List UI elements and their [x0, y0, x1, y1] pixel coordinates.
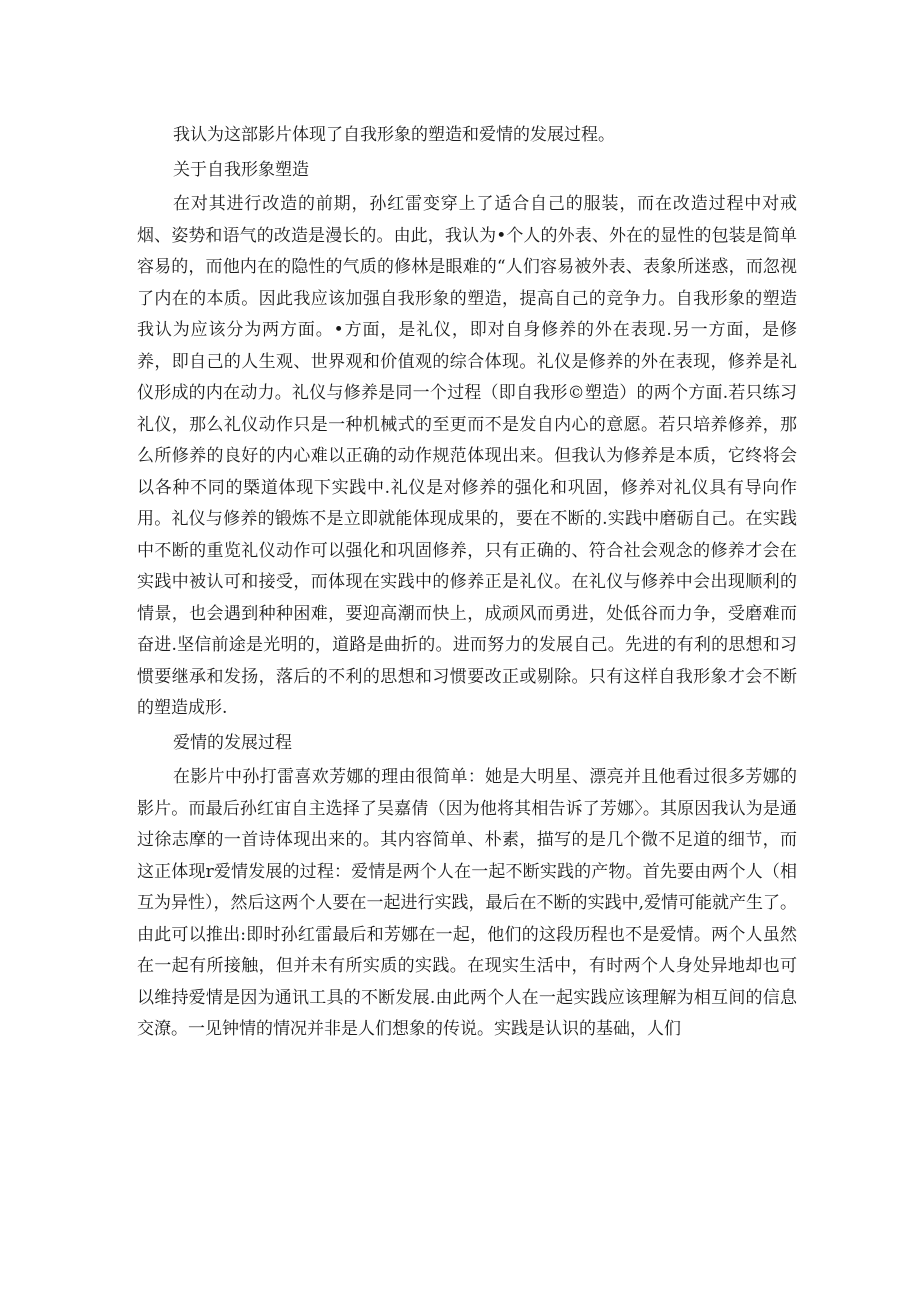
- self-image-paragraph: 在对其进行改造的前期，孙红雷变穿上了适合自己的服装，而在改造过程中对戒烟、姿势和语气的改造是漫长的。由此，我认为•个人的外表、外在的显性的包装是简单容易的，而他内在的隐性的气质的修林是眼难的“人们容易被外表、表象所迷惑，而忽视了内在的本质。因此我应该加强自我形象的塑造，提高自己的竞争力。自我形象的塑造我认为应该分为两方面。•方面，是礼仪，即对自身修养的外在表现.另一方面，是修养，即自己的人生观、世界观和价值观的综合体现。礼仪是修养的外在表现，修养是礼仪形成的内在动力。礼仪与修养是同一个过程（即自我形©塑造）的两个方面.若只练习礼仪，那么礼仪动作只是一种机械式的至更而不是发自内心的意愿。若只培养修养，那么所修养的良好的内心难以正确的动作规范体现出来。但我认为修养是本质，它终将会以各种不同的槩道体现下实践中.礼仪是对修养的强化和巩固，修养对礼仪具有导向作用。礼仪与修养的锻炼不是立即就能体现成果的，要在不断的.实践中磨砺自己。在实践中不断的重览礼仪动作可以强化和巩固修养，只有正确的、符合社会观念的修养才会在实践中被认可和接受，而体现在实践中的修养正是礼仪。在礼仪与修养中会出现顺利的情景，也会遇到种种困难，要迎高潮而快上，成顽风而勇进，处低谷而力争，受磨难而奋进.坚信前途是光明的，道路是曲折的。进而努力的发展自己。先进的有利的思想和习惯要继承和发扬，落后的不利的思想和习惯要改正或剔除。只有这样自我形象才会不断的塑造成形.: [137, 194, 797, 718]
- intro-paragraph: 我认为这部影片体现了自我形象的塑造和爱情的发展过程。: [173, 125, 615, 145]
- document-body: [137, 120, 797, 1046]
- section-heading-self-image: 关于自我形象塑造: [173, 159, 309, 180]
- section-heading-love: 爱情的发展过程: [173, 732, 292, 753]
- love-paragraph: 在影片中孙打雷喜欢芳娜的理由很简单：她是大明星、漂亮并且他看过很多芳娜的影片。而最后孙红宙自主选择了吴嘉倩（因为他将其相告诉了芳娜〉。其原因我认为是通过徐志摩的一首诗体现出来的。其内容简单、朴素，描写的是几个微不足道的细节，而这正体现r爱情发展的过程：爱情是两个人在一起不断实践的产物。首先要由两个人（相互为异性），然后这两个人要在一起进行实践，最后在不断的实践中,爱情可能就产生了。由此可以推出:即时孙红雷最后和芳娜在一起，他们的这段历程也不是爱情。两个人虽然在一起有所接触，但并未有所实质的实践。在现实生活中，有时两个人身处异地却也可以维持爱情是因为通讯工具的不断发展.由此两个人在一起实践应该理解为相互间的信息交潦。一见钟情的情况并非是人们想象的传说。实践是认识的基础，人们: [137, 767, 797, 1039]
